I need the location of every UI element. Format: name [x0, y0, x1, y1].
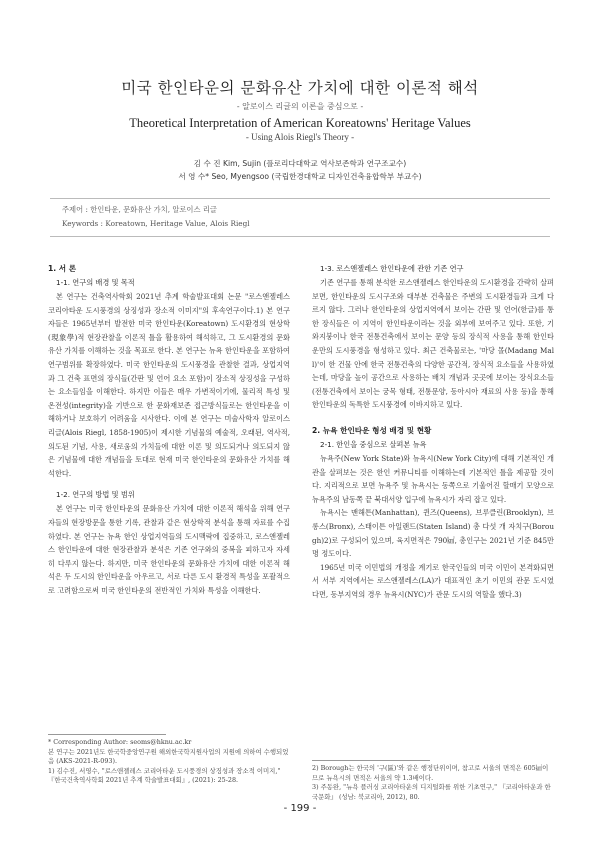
footnote-1: 1) 김수진, 서영수, "로스앤젤레스 코리아타운 도시풍경의 상징성과 장소적 이미지," 『한국건축역사학회 2021년 추계 학술발표대회』, (2021): 25-28. — [48, 766, 281, 785]
keywords-english: Keywords : Koreatown, Heritage Value, Alois Riegl — [62, 218, 250, 228]
keywords-bottom-rule — [50, 236, 550, 237]
paper-title-english: Theoretical Interpretation of American Koreatowns' Heritage Values — [129, 116, 471, 130]
page-number: - 199 - — [283, 803, 317, 814]
footnotes-right — [312, 760, 554, 802]
author-first: 김 수 진 Kim, Sujin (플로리다대학교 역사보존학과 연구조교수) — [193, 159, 407, 168]
paper-title-korean: 미국 한인타운의 문화유산 가치에 대한 이론적 해석 — [121, 79, 479, 97]
author-corresponding: 서 영 수* Seo, Myengsoo (국립한경대학교 디자인건축융합학부 부교수) — [178, 172, 422, 181]
section-heading-newyork: 2. 뉴욕 한인타운 형성 배경 및 현황 — [312, 425, 432, 435]
paragraph-prior-research: 기존 연구를 통해 분석한 로스앤젤레스 한인타운의 도시환경을 간략히 살펴보면, 한인타운의 도시구조와 대부분 건축물은 주변의 도시환경들과 크게 다르지 않다. 그러나 한인타운의 상업지역에서 보이는 간판 및 언어(한글)를 통한 장식들은 이 지역이 한인타운이라는 것을 외부에 보여주고 있다. 또한, 기와지붕이나 한국 전통건축에서 보이는 문양 등의 장식적 사용을 통해 한인타운만의 도시풍경을 형성하고 있다. 최근 건축물로는, '마당 몰(Madang Mall)'이 한 건물 안에 한국 전통건축의 다양한 공간적, 장식적 요소들을 사용하였는데, 마당을 높이 공간으로 사용하는 배치 개념과 곳곳에 보이는 장식요소들(전통건축에서 보이는 궁목 형태, 전통문양, 동아시아 재료의 사용 등)을 통해 한인타운의 독특한 도시풍경에 이바지하고 있다. — [312, 278, 554, 410]
keywords-korean: 주제어 : 한인타운, 문화유산 가치, 알로이스 리글 — [62, 205, 217, 214]
footnote-corresponding-author: * Corresponding Author: seoms@hknu.ac.kr — [48, 738, 192, 746]
paper-subtitle-english: - Using Alois Riegl's Theory - — [245, 132, 355, 142]
paragraph-method: 본 연구는 미국 한인타운의 문화유산 가치에 대한 이론적 해석을 위해 연구자들의 현장방문을 통한 기록, 관찰과 같은 현상학적 분석을 통해 자료를 수집하였다. 본 연구는 뉴욕 한인 상업지역들의 도시맥락에 집중하고, 로스앤젤레스 한인타운에 대한 현장관찰과 분석은 기존 연구와의 중복을 피하고자 자세히 다루지 않는다. 하지만, 미국 한인타운의 문화유산 가치에 대한 이론적 해석은 두 도시의 한인타운을 아우르고, 서로 다른 도시 환경적 특성을 포괄적으로 고려함으로써 미국 한인타운의 전반적인 가치와 특성을 이해한다. — [48, 504, 290, 595]
footnote-divider — [48, 734, 166, 735]
footnotes-left — [48, 734, 290, 786]
right-column — [312, 262, 554, 601]
section-heading-introduction: 1. 서 론 — [48, 264, 77, 273]
footnote-3: 3) 주동완, "뉴욕 플러싱 코리아타운의 디지털화를 위한 기초연구," 『코리아타운과 한국문화』 (성남: 북코리아, 2012), 80. — [312, 783, 551, 801]
subsection-heading-background: 1-1. 연구의 배경 및 목적 — [56, 278, 135, 287]
subsection-heading-method: 1-2. 연구의 방법 및 범위 — [56, 490, 135, 500]
paper-subtitle-korean: - 알로이스 리글의 이론을 중심으로 - — [236, 102, 364, 111]
paragraph-newyork-immigration: 1965년 미국 이민법의 개정을 계기로 한국인들의 미국 이민이 본격화되면서 서부 지역에서는 로스앤젤레스(LA)가 대표적인 초기 이민의 관문 도시였다면, 동부지역의 경우 뉴욕시(NYC)가 관문 도시의 역할을 했다.3) — [312, 562, 554, 599]
footnote-funding: 본 연구는 2021년도 한국학중앙연구원 해외한국학지원사업의 지원에 의하여 수행되었음 (AKS-2021-R-093). — [48, 747, 289, 766]
footnote-divider — [312, 760, 430, 761]
paragraph-newyork-geography: 뉴욕주(New York State)와 뉴욕시(New York City)에 대해 기본적인 개관을 살펴보는 것은 한인 커뮤니티를 이해하는데 기본적인 틀을 제공할 것이다. 지리적으로 보면 뉴욕주 및 뉴욕시는 동쪽으로 기울어진 할매기 모양으로 뉴욕주의 남동쪽 끝 북대서양 입구에 뉴욕시가 자리 잡고 있다. — [312, 453, 554, 504]
footnote-2: 2) Borough는 한국의 '구(區)'와 같은 행정단위이며, 참고로 서울의 면적은 605㎢이므로 뉴욕시의 면적은 서울의 약 1.3배이다. — [312, 764, 549, 782]
left-column — [48, 262, 290, 597]
keywords-box — [62, 203, 550, 230]
keywords-top-rule — [50, 198, 550, 199]
author-list — [40, 157, 560, 183]
subsection-heading-prior-research: 1-3. 로스앤젤레스 한인타운에 관한 기존 연구 — [320, 264, 464, 273]
paragraph-newyork-boroughs: 뉴욕시는 맨해튼(Manhattan), 퀸즈(Queens), 브루클린(Brooklyn), 브롱스(Bronx), 스태이튼 아일랜드(Staten Island) 총 다섯 개 자치구(Borough)2)로 구성되어 있으며, 육지면적은 790㎢, 총인구는 2021년 기준 845만 명 정도이다. — [312, 508, 554, 559]
paragraph-background: 본 연구는 건축역사학회 2021년 추계 학술발표대회 논문 "로스앤젤레스 코리아타운 도시풍경의 상징성과 장소적 이미지"의 후속연구이다.1) 본 연구자들은 1965년부터 발전한 미국 한인타운(Koreatown) 도시환경의 현상학(現象學)적 현장관찰을 이론적 틀을 활용하여 해석하고, 그 도시환경의 문화유산 가치를 이해하는 것을 목표로 한다. 본 연구는 뉴욕 한인타운을 포함하여 연구범위를 확장하였다. 미국 한인타운의 도시풍경을 관찰한 결과, 상업지역과 그 건축 표면의 장식들(간판 및 언어 요소 포함)이 장소적 상징성을 구성하는 요소들임을 이해한다. 하지만 이들은 매우 가변적이기에, 물리적 특성 및 온전성(integrity)을 기반으로 한 문화재보존 접근방식들로는 한인타운을 이해하거나 보호하기 어려움을 시사한다. 이에 본 연구는 미술사학자 알로이스 리글(Alois Riegl, 1858-1905)이 제시한 기념물의 예술적, 오래된, 역사적, 의도된 기념, 사용, 새로움의 가치들에 대한 이론 및 의도되거나 의도되지 않은 기념물에 대한 개념들을 토대로 현재 미국 한인타운의 문화유산 가치를 해석한다. — [48, 292, 290, 478]
subsection-heading-newyork-overview: 2-1. 한인을 중심으로 살펴본 뉴욕 — [320, 439, 427, 449]
title-block — [40, 78, 560, 143]
